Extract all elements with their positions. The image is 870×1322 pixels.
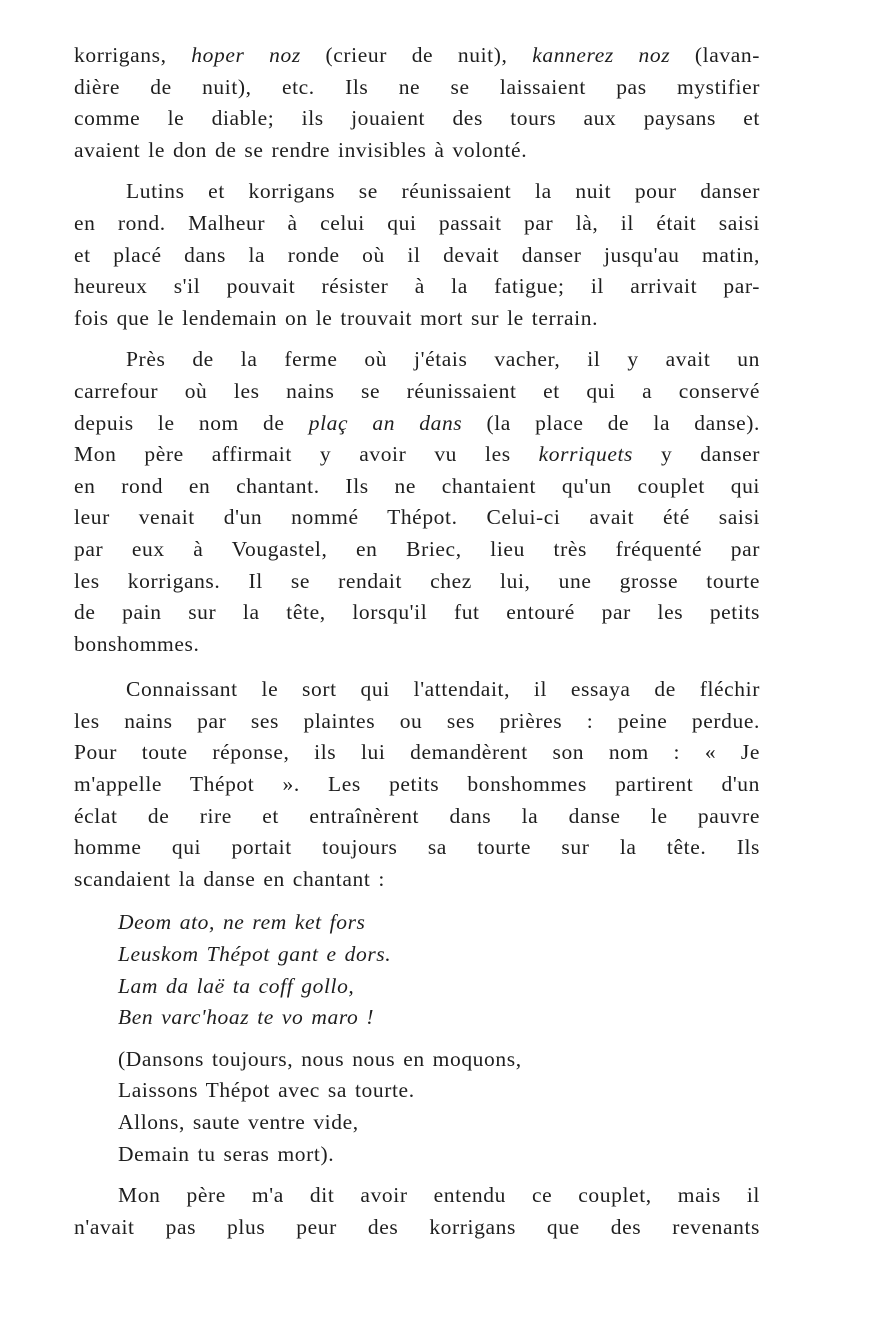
text-line (74, 439, 760, 471)
text-line: heureux s'il pouvait résister à la fatigue; il arrivait par- (74, 274, 760, 299)
paragraph-father-testimony (74, 1180, 760, 1243)
verse-translation (118, 1044, 760, 1170)
text-line: Mon père m'a dit avoir entendu ce couplet, mais il (118, 1183, 760, 1208)
text-line: et placé dans la ronde où il devait danser jusqu'au matin, (74, 242, 760, 267)
text-line: homme qui portait toujours sa tourte sur la tête. Ils (74, 835, 760, 860)
text-line (74, 40, 760, 72)
text-line: en rond en chantant. Ils ne chantaient qu'un couplet qui (74, 473, 760, 498)
paragraph-lutins-dance (74, 176, 760, 334)
text-line: dière de nuit), etc. Ils ne se laissaient pas mystifier (74, 74, 760, 99)
text-line: bonshommes. (74, 631, 200, 656)
text-line: de pain sur la tête, lorsqu'il fut entouré par les petits (74, 600, 760, 625)
translation-line: (Dansons toujours, nous nous en moquons, (118, 1046, 522, 1071)
paragraph-place-of-dance (74, 344, 760, 660)
text-line: Pour toute réponse, ils lui demandèrent son nom : « Je (74, 740, 760, 765)
text-line: Près de la ferme où j'étais vacher, il y avait un (126, 347, 760, 372)
text-run: Mon père affirmait y avoir vu les (74, 442, 539, 467)
text-line: fois que le lendemain on le trouvait mort sur le terrain. (74, 305, 599, 330)
text-line: m'appelle Thépot ». Les petits bonshommes partirent d'un (74, 772, 760, 797)
breton-term: korriquets (538, 442, 634, 467)
book-page (74, 40, 760, 1243)
text-run: (lavan- (670, 43, 760, 67)
text-line: comme le diable; ils jouaient des tours aux paysans et (74, 106, 760, 131)
text-run: (crieur de nuit), (300, 43, 533, 67)
text-line: les nains par ses plaintes ou ses prières : peine perdue. (74, 708, 760, 733)
text-run: y danser (633, 442, 761, 467)
text-line (74, 408, 760, 440)
verse-line: Ben varc'hoaz te vo maro ! (118, 1005, 375, 1030)
text-line: carrefour où les nains se réunissaient et qui a conservé (74, 378, 760, 403)
text-line: éclat de rire et entraînèrent dans la danse le pauvre (74, 803, 760, 828)
text-line: scandaient la danse en chantant : (74, 866, 385, 891)
breton-verse (118, 907, 760, 1033)
text-line: n'avait pas plus peur des korrigans que des revenants (74, 1214, 760, 1239)
translation-line: Demain tu seras mort). (118, 1141, 335, 1166)
text-run: (la place de la danse). (462, 410, 760, 435)
text-line: les korrigans. Il se rendait chez lui, une grosse tourte (74, 568, 760, 593)
text-run: korrigans, (74, 43, 192, 67)
translation-line: Allons, saute ventre vide, (118, 1110, 359, 1134)
text-run: depuis le nom de (74, 410, 309, 435)
text-line: avaient le don de se rendre invisibles à volonté. (74, 137, 528, 162)
verse-line: Lam da laë ta coff gollo, (118, 973, 355, 998)
paragraph-thepot-story (74, 674, 760, 895)
text-line: Connaissant le sort qui l'attendait, il essaya de fléchir (126, 677, 760, 702)
text-line: Lutins et korrigans se réunissaient la nuit pour danser (126, 179, 760, 204)
translation-line: Laissons Thépot avec sa tourte. (118, 1078, 415, 1103)
verse-line: Deom ato, ne rem ket fors (118, 910, 366, 935)
breton-term: kannerez noz (532, 43, 671, 67)
breton-term: plaç an dans (308, 410, 463, 435)
verse-line: Leuskom Thépot gant e dors. (118, 942, 392, 967)
text-line: en rond. Malheur à celui qui passait par là, il était saisi (74, 210, 760, 235)
breton-term: hoper noz (191, 43, 301, 67)
paragraph-korrigans-description (74, 40, 760, 166)
text-line: par eux à Vougastel, en Briec, lieu très fréquenté par (74, 536, 760, 561)
text-line: leur venait d'un nommé Thépot. Celui-ci avait été saisi (74, 505, 760, 530)
